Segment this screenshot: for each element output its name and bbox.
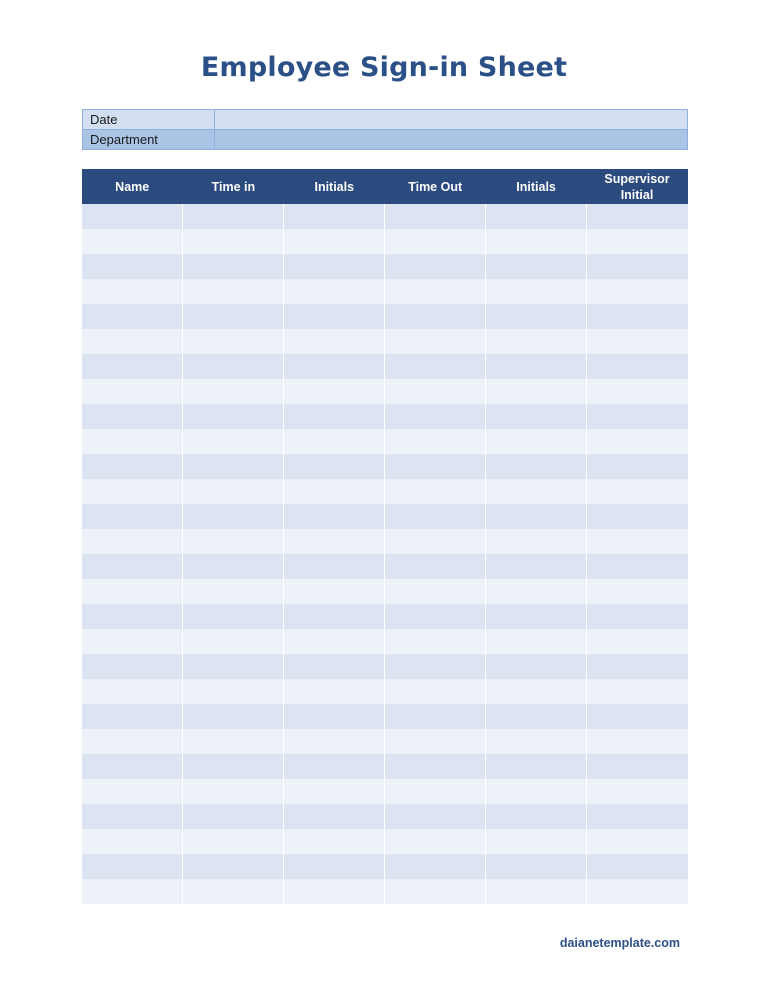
time-out-cell[interactable]	[385, 779, 486, 804]
initials-out-cell[interactable]	[486, 779, 587, 804]
table-row	[82, 329, 688, 354]
supervisor-initial-cell[interactable]	[587, 429, 688, 454]
column-header-initials-out: Initials	[486, 169, 587, 204]
initials-out-cell[interactable]	[486, 404, 587, 429]
date-row	[83, 110, 688, 130]
initials-out-cell[interactable]	[486, 579, 587, 604]
table-body	[82, 204, 688, 904]
initials-in-cell[interactable]	[284, 679, 385, 704]
initials-out-cell[interactable]	[486, 229, 587, 254]
table-row	[82, 229, 688, 254]
supervisor-initial-cell[interactable]	[587, 654, 688, 679]
supervisor-initial-cell[interactable]	[587, 504, 688, 529]
time-out-cell[interactable]	[385, 529, 486, 554]
table-row	[82, 204, 688, 229]
time-out-cell[interactable]	[385, 679, 486, 704]
supervisor-initial-cell[interactable]	[587, 579, 688, 604]
time-in-cell[interactable]	[183, 654, 284, 679]
initials-out-cell[interactable]	[486, 454, 587, 479]
supervisor-initial-cell[interactable]	[587, 454, 688, 479]
time-out-cell[interactable]	[385, 479, 486, 504]
time-in-cell[interactable]	[183, 204, 284, 229]
initials-out-cell[interactable]	[486, 679, 587, 704]
table-row	[82, 879, 688, 904]
initials-out-cell[interactable]	[486, 879, 587, 904]
table-row	[82, 454, 688, 479]
time-in-cell[interactable]	[183, 604, 284, 629]
time-in-cell[interactable]	[183, 554, 284, 579]
table-row	[82, 429, 688, 454]
supervisor-initial-cell[interactable]	[587, 254, 688, 279]
time-out-cell[interactable]	[385, 729, 486, 754]
time-in-cell[interactable]	[183, 429, 284, 454]
initials-in-cell[interactable]	[284, 854, 385, 879]
time-out-cell[interactable]	[385, 254, 486, 279]
time-in-cell[interactable]	[183, 829, 284, 854]
initials-in-cell[interactable]	[284, 629, 385, 654]
initials-out-cell[interactable]	[486, 504, 587, 529]
time-out-cell[interactable]	[385, 879, 486, 904]
initials-out-cell[interactable]	[486, 429, 587, 454]
supervisor-initial-cell[interactable]	[587, 629, 688, 654]
name-cell[interactable]	[82, 454, 183, 479]
initials-out-cell[interactable]	[486, 754, 587, 779]
initials-out-cell[interactable]	[486, 654, 587, 679]
initials-in-cell[interactable]	[284, 404, 385, 429]
supervisor-initial-cell[interactable]	[587, 804, 688, 829]
initials-in-cell[interactable]	[284, 554, 385, 579]
supervisor-initial-cell[interactable]	[587, 679, 688, 704]
name-cell[interactable]	[82, 579, 183, 604]
name-cell[interactable]	[82, 204, 183, 229]
supervisor-initial-cell[interactable]	[587, 779, 688, 804]
time-out-cell[interactable]	[385, 754, 486, 779]
initials-in-cell[interactable]	[284, 254, 385, 279]
initials-in-cell[interactable]	[284, 654, 385, 679]
table-row	[82, 704, 688, 729]
table-row	[82, 354, 688, 379]
supervisor-initial-cell[interactable]	[587, 829, 688, 854]
name-cell[interactable]	[82, 679, 183, 704]
name-cell[interactable]	[82, 704, 183, 729]
table-row	[82, 629, 688, 654]
supervisor-initial-cell[interactable]	[587, 304, 688, 329]
initials-out-cell[interactable]	[486, 529, 587, 554]
department-field[interactable]	[215, 130, 688, 150]
name-cell[interactable]	[82, 354, 183, 379]
name-cell[interactable]	[82, 779, 183, 804]
supervisor-initial-cell[interactable]	[587, 479, 688, 504]
website-footer: daianetemplate.com	[559, 936, 680, 950]
initials-out-cell[interactable]	[486, 329, 587, 354]
supervisor-initial-cell[interactable]	[587, 879, 688, 904]
time-out-cell[interactable]	[385, 404, 486, 429]
time-in-cell[interactable]	[183, 729, 284, 754]
table-row	[82, 279, 688, 304]
time-out-cell[interactable]	[385, 429, 486, 454]
time-in-cell[interactable]	[183, 479, 284, 504]
name-cell[interactable]	[82, 604, 183, 629]
initials-out-cell[interactable]	[486, 704, 587, 729]
initials-in-cell[interactable]	[284, 529, 385, 554]
time-out-cell[interactable]	[385, 454, 486, 479]
time-out-cell[interactable]	[385, 854, 486, 879]
initials-out-cell[interactable]	[486, 254, 587, 279]
name-cell[interactable]	[82, 729, 183, 754]
name-cell[interactable]	[82, 279, 183, 304]
time-out-cell[interactable]	[385, 354, 486, 379]
table-row	[82, 804, 688, 829]
initials-out-cell[interactable]	[486, 279, 587, 304]
time-in-cell[interactable]	[183, 329, 284, 354]
name-cell[interactable]	[82, 304, 183, 329]
initials-in-cell[interactable]	[284, 354, 385, 379]
name-cell[interactable]	[82, 854, 183, 879]
supervisor-initial-cell[interactable]	[587, 204, 688, 229]
time-out-cell[interactable]	[385, 554, 486, 579]
time-out-cell[interactable]	[385, 304, 486, 329]
supervisor-initial-cell[interactable]	[587, 854, 688, 879]
time-in-cell[interactable]	[183, 529, 284, 554]
table-row	[82, 254, 688, 279]
initials-in-cell[interactable]	[284, 604, 385, 629]
initials-out-cell[interactable]	[486, 304, 587, 329]
time-in-cell[interactable]	[183, 354, 284, 379]
table-row	[82, 604, 688, 629]
initials-in-cell[interactable]	[284, 579, 385, 604]
initials-in-cell[interactable]	[284, 779, 385, 804]
table-row	[82, 479, 688, 504]
time-in-cell[interactable]	[183, 854, 284, 879]
table-row	[82, 829, 688, 854]
table-row	[82, 579, 688, 604]
time-out-cell[interactable]	[385, 704, 486, 729]
time-out-cell[interactable]	[385, 279, 486, 304]
time-out-cell[interactable]	[385, 604, 486, 629]
initials-in-cell[interactable]	[284, 479, 385, 504]
table-header-row	[82, 169, 688, 204]
initials-out-cell[interactable]	[486, 854, 587, 879]
name-cell[interactable]	[82, 879, 183, 904]
initials-in-cell[interactable]	[284, 754, 385, 779]
column-header-time-in: Time in	[183, 169, 284, 204]
initials-out-cell[interactable]	[486, 554, 587, 579]
time-in-cell[interactable]	[183, 754, 284, 779]
table-row	[82, 504, 688, 529]
sign-in-table	[82, 169, 688, 904]
time-out-cell[interactable]	[385, 329, 486, 354]
name-cell[interactable]	[82, 479, 183, 504]
time-in-cell[interactable]	[183, 704, 284, 729]
supervisor-initial-cell[interactable]	[587, 754, 688, 779]
initials-in-cell[interactable]	[284, 379, 385, 404]
initials-out-cell[interactable]	[486, 479, 587, 504]
name-cell[interactable]	[82, 804, 183, 829]
name-cell[interactable]	[82, 504, 183, 529]
column-header-supervisor-initial: Supervisor Initial	[587, 169, 688, 204]
table-row	[82, 379, 688, 404]
page-title: Employee Sign-in Sheet	[200, 52, 568, 83]
initials-out-cell[interactable]	[486, 804, 587, 829]
initials-out-cell[interactable]	[486, 604, 587, 629]
name-cell[interactable]	[82, 629, 183, 654]
initials-in-cell[interactable]	[284, 829, 385, 854]
time-out-cell[interactable]	[385, 654, 486, 679]
name-cell[interactable]	[82, 554, 183, 579]
table-row	[82, 754, 688, 779]
initials-out-cell[interactable]	[486, 729, 587, 754]
name-cell[interactable]	[82, 529, 183, 554]
initials-out-cell[interactable]	[486, 204, 587, 229]
time-in-cell[interactable]	[183, 504, 284, 529]
info-table	[82, 109, 688, 150]
table-row	[82, 529, 688, 554]
table-row	[82, 679, 688, 704]
time-in-cell[interactable]	[183, 404, 284, 429]
time-in-cell[interactable]	[183, 454, 284, 479]
supervisor-initial-cell[interactable]	[587, 354, 688, 379]
initials-in-cell[interactable]	[284, 704, 385, 729]
column-header-initials-in: Initials	[284, 169, 385, 204]
time-out-cell[interactable]	[385, 629, 486, 654]
date-field[interactable]	[215, 110, 688, 130]
table-row	[82, 304, 688, 329]
time-in-cell[interactable]	[183, 279, 284, 304]
department-row	[83, 130, 688, 150]
initials-out-cell[interactable]	[486, 354, 587, 379]
supervisor-initial-cell[interactable]	[587, 729, 688, 754]
time-out-cell[interactable]	[385, 204, 486, 229]
name-cell[interactable]	[82, 229, 183, 254]
supervisor-initial-cell[interactable]	[587, 329, 688, 354]
name-cell[interactable]	[82, 404, 183, 429]
column-header-time-out: Time Out	[385, 169, 486, 204]
initials-in-cell[interactable]	[284, 429, 385, 454]
initials-in-cell[interactable]	[284, 279, 385, 304]
time-out-cell[interactable]	[385, 579, 486, 604]
initials-in-cell[interactable]	[284, 454, 385, 479]
initials-out-cell[interactable]	[486, 629, 587, 654]
table-row	[82, 654, 688, 679]
time-in-cell[interactable]	[183, 229, 284, 254]
initials-in-cell[interactable]	[284, 229, 385, 254]
table-row	[82, 554, 688, 579]
supervisor-initial-cell[interactable]	[587, 604, 688, 629]
time-out-cell[interactable]	[385, 829, 486, 854]
time-in-cell[interactable]	[183, 254, 284, 279]
supervisor-initial-cell[interactable]	[587, 554, 688, 579]
time-out-cell[interactable]	[385, 504, 486, 529]
initials-in-cell[interactable]	[284, 879, 385, 904]
supervisor-initial-cell[interactable]	[587, 279, 688, 304]
department-label: Department	[83, 130, 215, 150]
name-cell[interactable]	[82, 654, 183, 679]
time-in-cell[interactable]	[183, 629, 284, 654]
initials-in-cell[interactable]	[284, 329, 385, 354]
supervisor-initial-cell[interactable]	[587, 404, 688, 429]
time-in-cell[interactable]	[183, 579, 284, 604]
initials-in-cell[interactable]	[284, 804, 385, 829]
time-in-cell[interactable]	[183, 304, 284, 329]
name-cell[interactable]	[82, 429, 183, 454]
initials-in-cell[interactable]	[284, 204, 385, 229]
table-row	[82, 729, 688, 754]
name-cell[interactable]	[82, 754, 183, 779]
table-row	[82, 404, 688, 429]
supervisor-initial-cell[interactable]	[587, 704, 688, 729]
time-out-cell[interactable]	[385, 229, 486, 254]
time-in-cell[interactable]	[183, 679, 284, 704]
time-in-cell[interactable]	[183, 804, 284, 829]
name-cell[interactable]	[82, 254, 183, 279]
column-header-name: Name	[82, 169, 183, 204]
initials-in-cell[interactable]	[284, 304, 385, 329]
time-in-cell[interactable]	[183, 779, 284, 804]
time-in-cell[interactable]	[183, 879, 284, 904]
date-label: Date	[83, 110, 215, 130]
initials-in-cell[interactable]	[284, 729, 385, 754]
initials-out-cell[interactable]	[486, 379, 587, 404]
initials-out-cell[interactable]	[486, 829, 587, 854]
name-cell[interactable]	[82, 329, 183, 354]
name-cell[interactable]	[82, 379, 183, 404]
supervisor-initial-cell[interactable]	[587, 529, 688, 554]
time-out-cell[interactable]	[385, 804, 486, 829]
initials-in-cell[interactable]	[284, 504, 385, 529]
supervisor-initial-cell[interactable]	[587, 229, 688, 254]
supervisor-initial-cell[interactable]	[587, 379, 688, 404]
name-cell[interactable]	[82, 829, 183, 854]
time-in-cell[interactable]	[183, 379, 284, 404]
table-row	[82, 854, 688, 879]
time-out-cell[interactable]	[385, 379, 486, 404]
table-row	[82, 779, 688, 804]
